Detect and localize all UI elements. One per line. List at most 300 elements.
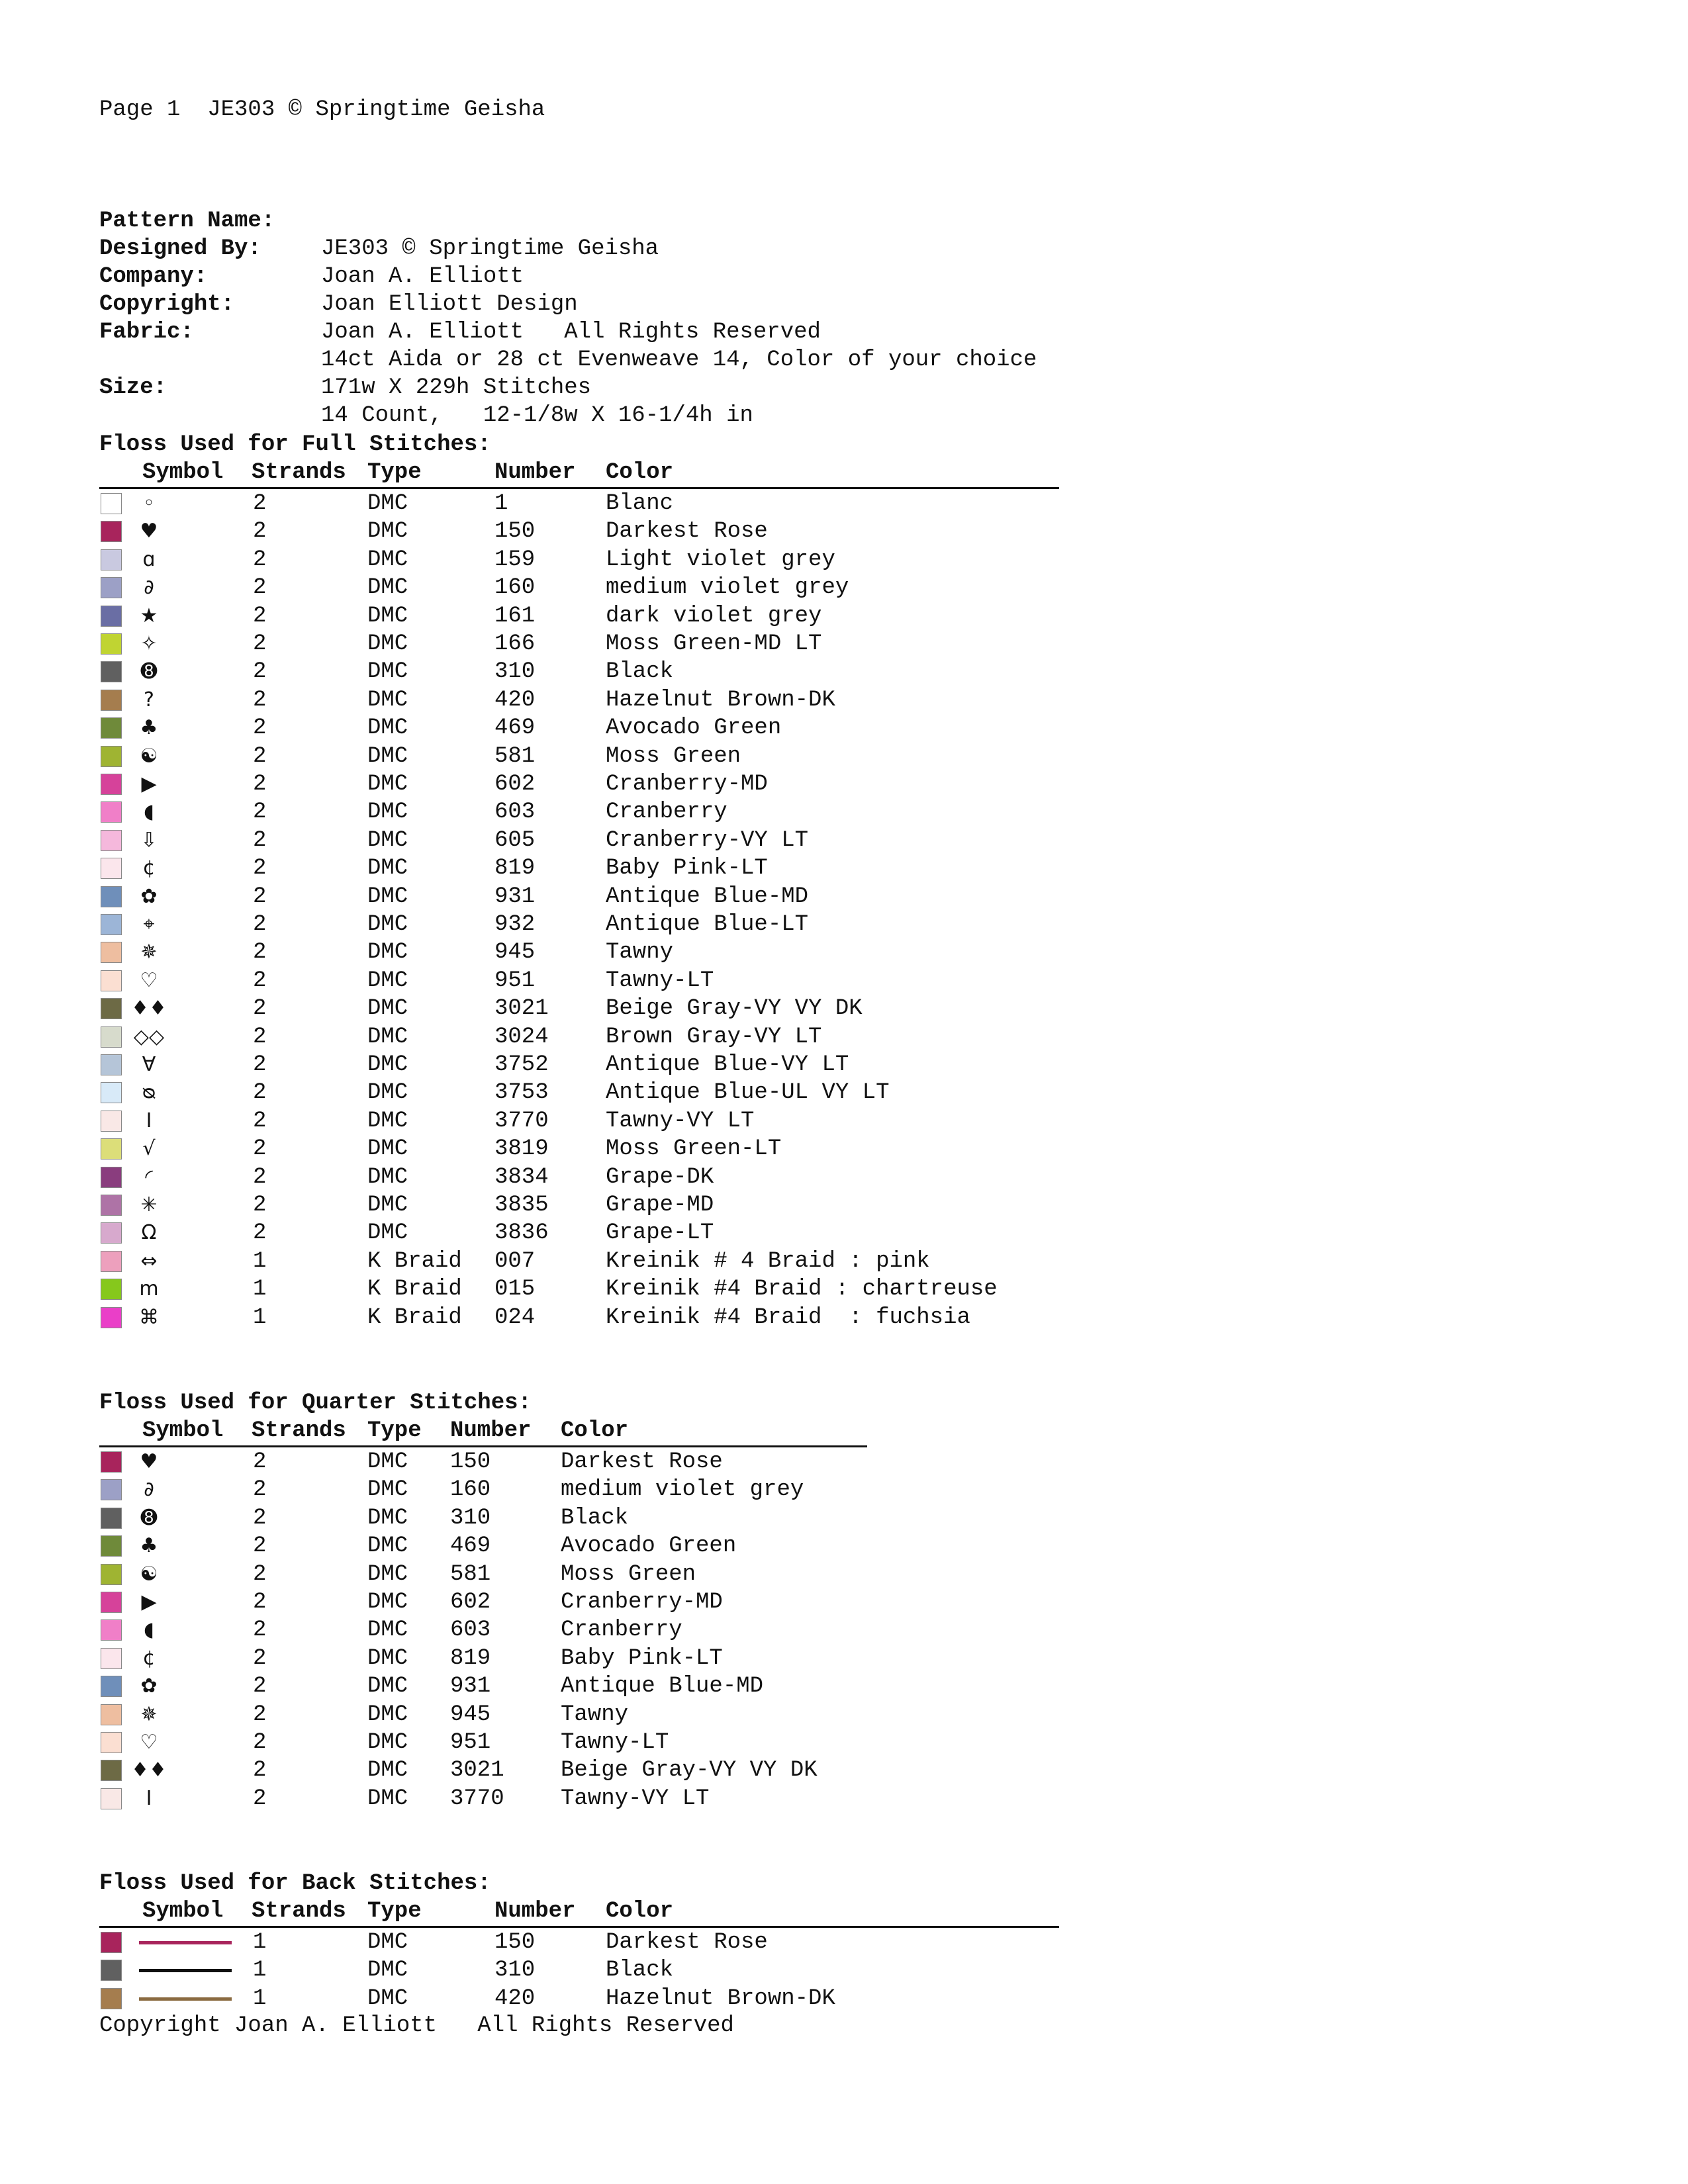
- color-name: Grape-MD: [606, 1193, 714, 1218]
- color-swatch: [101, 1082, 122, 1103]
- type-value: DMC: [367, 547, 408, 572]
- type-value: DMC: [367, 996, 408, 1022]
- color-name: Moss Green-LT: [606, 1136, 782, 1162]
- floss-row: [99, 1191, 1092, 1219]
- type-value: DMC: [367, 1477, 408, 1503]
- floss-row: [99, 883, 1092, 911]
- floss-row: [99, 574, 1092, 602]
- color-swatch: [101, 521, 122, 542]
- color-swatch: [101, 1508, 122, 1529]
- number-value: 581: [494, 743, 536, 769]
- color-swatch: [101, 1167, 122, 1188]
- number-value: 3024: [494, 1024, 549, 1050]
- floss-row: [99, 1672, 1092, 1700]
- number-value: 150: [494, 519, 536, 545]
- type-value: DMC: [367, 1505, 408, 1531]
- number-value: 3819: [494, 1136, 549, 1162]
- type-value: K Braid: [367, 1248, 462, 1274]
- type-value: DMC: [367, 743, 408, 769]
- stitch-symbol: ∀: [142, 1053, 156, 1076]
- color-name: Grape-LT: [606, 1220, 714, 1246]
- color-swatch: [101, 1760, 122, 1781]
- strands-value: 2: [253, 491, 267, 516]
- backstitch-line-sample: [139, 1941, 232, 1944]
- number-value: 3752: [494, 1052, 549, 1077]
- color-swatch: [101, 1619, 122, 1641]
- number-value: 945: [450, 1702, 491, 1727]
- floss-row: [99, 1304, 1092, 1332]
- strands-value: 2: [253, 884, 267, 909]
- stitch-symbol: ɑ: [142, 547, 156, 571]
- color-name: Avocado Green: [561, 1533, 737, 1559]
- floss-row: [99, 686, 1092, 714]
- strands-value: 2: [253, 772, 267, 797]
- floss-row: [99, 1756, 1092, 1784]
- type-value: DMC: [367, 1193, 408, 1218]
- color-swatch: [101, 830, 122, 851]
- color-swatch: [101, 746, 122, 767]
- number-value: 603: [450, 1617, 491, 1643]
- info-label: Company:: [99, 264, 208, 289]
- color-name: Cranberry: [606, 799, 727, 825]
- floss-row: [99, 518, 1092, 545]
- number-value: 605: [494, 827, 536, 853]
- strands-value: 2: [253, 1477, 267, 1503]
- header-color: Color: [606, 1899, 674, 1924]
- stitch-symbol: ⌘: [139, 1305, 159, 1329]
- type-value: DMC: [367, 603, 408, 629]
- floss-row: [99, 1985, 1092, 2013]
- type-value: DMC: [367, 1617, 408, 1643]
- info-label: Pattern Name:: [99, 208, 275, 234]
- strands-value: 2: [253, 1674, 267, 1700]
- strands-value: 2: [253, 1108, 267, 1134]
- section-title: Floss Used for Back Stitches:: [99, 1871, 491, 1896]
- floss-row: [99, 1248, 1092, 1275]
- strands-value: 2: [253, 631, 267, 657]
- strands-value: 2: [253, 1080, 267, 1106]
- color-swatch: [101, 1451, 122, 1473]
- type-value: DMC: [367, 1758, 408, 1784]
- color-swatch: [101, 970, 122, 991]
- color-name: Blanc: [606, 491, 674, 516]
- number-value: 931: [494, 884, 536, 909]
- strands-value: 2: [253, 519, 267, 545]
- stitch-symbol: ∂: [144, 1478, 154, 1502]
- floss-row: [99, 1532, 1092, 1560]
- info-value: Joan Elliott Design: [321, 292, 578, 317]
- color-swatch: [101, 1732, 122, 1753]
- color-swatch: [101, 1648, 122, 1669]
- number-value: 469: [494, 715, 536, 741]
- stitch-symbol: m: [139, 1277, 159, 1301]
- floss-row: [99, 770, 1092, 798]
- strands-value: 2: [253, 1449, 267, 1475]
- color-swatch: [101, 1704, 122, 1725]
- color-name: medium violet grey: [606, 575, 849, 601]
- number-value: 3021: [450, 1758, 504, 1784]
- info-value: Joan A. Elliott: [321, 264, 524, 289]
- color-name: Tawny-VY LT: [561, 1786, 710, 1811]
- color-name: Black: [606, 659, 674, 685]
- strands-value: 2: [253, 940, 267, 966]
- type-value: DMC: [367, 1985, 408, 2011]
- number-value: 581: [450, 1561, 491, 1587]
- type-value: DMC: [367, 1674, 408, 1700]
- number-value: 024: [494, 1304, 536, 1330]
- header-type: Type: [367, 460, 422, 485]
- color-name: Kreinik #4 Braid : chartreuse: [606, 1277, 998, 1302]
- strands-value: 2: [253, 1505, 267, 1531]
- strands-value: 2: [253, 912, 267, 937]
- type-value: DMC: [367, 519, 408, 545]
- color-swatch: [101, 493, 122, 514]
- number-value: 819: [450, 1645, 491, 1671]
- floss-row: [99, 827, 1092, 854]
- number-value: 1: [494, 491, 508, 516]
- backstitch-line-sample: [139, 1997, 232, 2001]
- type-value: DMC: [367, 1108, 408, 1134]
- number-value: 310: [450, 1505, 491, 1531]
- color-name: Cranberry-MD: [606, 772, 768, 797]
- type-value: DMC: [367, 1136, 408, 1162]
- color-swatch: [101, 549, 122, 570]
- color-name: Antique Blue-MD: [606, 884, 809, 909]
- number-value: 602: [494, 772, 536, 797]
- header-strands: Strands: [252, 1899, 346, 1924]
- type-value: DMC: [367, 491, 408, 516]
- stitch-symbol: ✵: [140, 1702, 158, 1726]
- type-value: DMC: [367, 1702, 408, 1727]
- header-number: Number: [450, 1418, 532, 1443]
- section-title: Floss Used for Quarter Stitches:: [99, 1390, 532, 1416]
- stitch-symbol: ¢: [142, 1646, 156, 1670]
- info-label: Size:: [99, 375, 167, 400]
- stitch-symbol: ◜: [145, 1165, 153, 1189]
- header-color: Color: [606, 460, 674, 485]
- color-swatch: [101, 774, 122, 795]
- strands-value: 2: [253, 827, 267, 853]
- header-number: Number: [494, 1899, 576, 1924]
- number-value: 3770: [494, 1108, 549, 1134]
- floss-row: [99, 602, 1092, 630]
- color-swatch: [101, 1988, 122, 2009]
- strands-value: 2: [253, 1590, 267, 1615]
- stitch-symbol: ♥: [140, 1450, 158, 1473]
- floss-row: [99, 714, 1092, 742]
- stitch-symbol: ♦♦: [131, 997, 167, 1021]
- floss-row: [99, 1929, 1092, 1956]
- floss-row: [99, 1107, 1092, 1135]
- number-value: 945: [494, 940, 536, 966]
- type-value: DMC: [367, 1220, 408, 1246]
- type-value: DMC: [367, 799, 408, 825]
- stitch-symbol: ☯: [140, 744, 158, 768]
- floss-row: [99, 1588, 1092, 1616]
- number-value: 3834: [494, 1164, 549, 1190]
- header-color: Color: [561, 1418, 629, 1443]
- color-name: medium violet grey: [561, 1477, 804, 1503]
- strands-value: 1: [253, 1958, 267, 1983]
- number-value: 161: [494, 603, 536, 629]
- color-name: Avocado Green: [606, 715, 782, 741]
- color-name: Cranberry-VY LT: [606, 827, 809, 853]
- color-swatch: [101, 661, 122, 682]
- strands-value: 2: [253, 603, 267, 629]
- stitch-symbol: I: [146, 1109, 152, 1132]
- floss-row: [99, 1163, 1092, 1191]
- number-value: 015: [494, 1277, 536, 1302]
- type-value: DMC: [367, 715, 408, 741]
- color-name: Hazelnut Brown-DK: [606, 687, 835, 713]
- strands-value: 2: [253, 687, 267, 713]
- color-name: Tawny: [606, 940, 674, 966]
- floss-row: [99, 630, 1092, 658]
- color-name: Darkest Rose: [606, 519, 768, 545]
- number-value: 3770: [450, 1786, 504, 1811]
- number-value: 469: [450, 1533, 491, 1559]
- color-name: Light violet grey: [606, 547, 835, 572]
- number-value: 3835: [494, 1193, 549, 1218]
- color-name: Grape-DK: [606, 1164, 714, 1190]
- type-value: DMC: [367, 827, 408, 853]
- floss-row: [99, 938, 1092, 966]
- color-name: Kreinik #4 Braid : fuchsia: [606, 1304, 970, 1330]
- type-value: DMC: [367, 856, 408, 882]
- stitch-symbol: ◖: [144, 800, 154, 824]
- color-swatch: [101, 858, 122, 879]
- color-swatch: [101, 1138, 122, 1160]
- type-value: DMC: [367, 940, 408, 966]
- stitch-symbol: ♡: [140, 1731, 158, 1754]
- strands-value: 1: [253, 1930, 267, 1955]
- color-name: dark violet grey: [606, 603, 822, 629]
- strands-value: 2: [253, 715, 267, 741]
- type-value: DMC: [367, 912, 408, 937]
- number-value: 3021: [494, 996, 549, 1022]
- color-swatch: [101, 1054, 122, 1075]
- color-swatch: [101, 1195, 122, 1216]
- stitch-symbol: ✿: [140, 1674, 158, 1698]
- floss-row: [99, 546, 1092, 574]
- header-number: Number: [494, 460, 576, 485]
- stitch-symbol: ᴓ: [142, 1081, 156, 1105]
- floss-row: [99, 1701, 1092, 1729]
- color-swatch: [101, 1307, 122, 1328]
- stitch-symbol: ∂: [144, 576, 154, 600]
- number-value: 931: [450, 1674, 491, 1700]
- type-value: DMC: [367, 1024, 408, 1050]
- color-name: Kreinik # 4 Braid : pink: [606, 1248, 930, 1274]
- color-name: Tawny-LT: [606, 968, 714, 993]
- floss-row: [99, 1448, 1092, 1476]
- floss-row: [99, 490, 1092, 518]
- color-swatch: [101, 886, 122, 907]
- type-value: K Braid: [367, 1277, 462, 1302]
- floss-row: [99, 1051, 1092, 1079]
- type-value: DMC: [367, 1730, 408, 1755]
- floss-row: [99, 1023, 1092, 1051]
- type-value: DMC: [367, 968, 408, 993]
- number-value: 150: [450, 1449, 491, 1475]
- type-value: DMC: [367, 1164, 408, 1190]
- number-value: 166: [494, 631, 536, 657]
- strands-value: 2: [253, 1193, 267, 1218]
- color-name: Cranberry: [561, 1617, 682, 1643]
- stitch-symbol: ▶: [141, 1590, 157, 1614]
- color-name: Beige Gray-VY VY DK: [561, 1758, 818, 1784]
- strands-value: 1: [253, 1277, 267, 1302]
- type-value: K Braid: [367, 1304, 462, 1330]
- color-name: Baby Pink-LT: [606, 856, 768, 882]
- color-swatch: [101, 1479, 122, 1500]
- header-type: Type: [367, 1899, 422, 1924]
- floss-row: [99, 995, 1092, 1023]
- type-value: DMC: [367, 884, 408, 909]
- strands-value: 2: [253, 1758, 267, 1784]
- stitch-symbol: √: [142, 1137, 156, 1161]
- strands-value: 2: [253, 968, 267, 993]
- strands-value: 2: [253, 1136, 267, 1162]
- stitch-symbol: ⌖: [143, 913, 155, 936]
- stitch-symbol: ◖: [144, 1618, 154, 1642]
- type-value: DMC: [367, 659, 408, 685]
- type-value: DMC: [367, 1786, 408, 1811]
- stitch-symbol: ★: [140, 604, 158, 627]
- stitch-symbol: ☯: [140, 1562, 158, 1586]
- color-name: Beige Gray-VY VY DK: [606, 996, 863, 1022]
- color-swatch: [101, 1788, 122, 1809]
- floss-row: [99, 1135, 1092, 1163]
- number-value: 603: [494, 799, 536, 825]
- floss-row: [99, 1079, 1092, 1107]
- color-name: Baby Pink-LT: [561, 1645, 723, 1671]
- stitch-symbol: ➑: [140, 1506, 158, 1529]
- color-swatch: [101, 1564, 122, 1585]
- number-value: 007: [494, 1248, 536, 1274]
- stitch-symbol: ◇◇: [133, 1024, 165, 1048]
- info-label: Fabric:: [99, 320, 194, 345]
- floss-row: [99, 854, 1092, 882]
- floss-row: [99, 1275, 1092, 1303]
- strands-value: 2: [253, 1645, 267, 1671]
- header-symbol: Symbol: [142, 460, 224, 485]
- color-name: Tawny-VY LT: [606, 1108, 755, 1134]
- type-value: DMC: [367, 1449, 408, 1475]
- stitch-symbol: ♥: [140, 520, 158, 543]
- number-value: 819: [494, 856, 536, 882]
- color-swatch: [101, 1535, 122, 1557]
- stitch-symbol: ♣: [140, 1534, 158, 1558]
- color-name: Antique Blue-VY LT: [606, 1052, 849, 1077]
- strands-value: 2: [253, 1052, 267, 1077]
- header-rule: [99, 1926, 1059, 1928]
- color-name: Moss Green: [561, 1561, 696, 1587]
- color-swatch: [101, 1932, 122, 1953]
- number-value: 3836: [494, 1220, 549, 1246]
- header-rule: [99, 1445, 867, 1447]
- color-name: Tawny-LT: [561, 1730, 669, 1755]
- floss-row: [99, 1645, 1092, 1672]
- number-value: 150: [494, 1930, 536, 1955]
- color-swatch: [101, 1222, 122, 1244]
- number-value: 951: [450, 1730, 491, 1755]
- number-value: 420: [494, 687, 536, 713]
- strands-value: 1: [253, 1248, 267, 1274]
- stitch-symbol: ✿: [140, 884, 158, 908]
- strands-value: 2: [253, 1220, 267, 1246]
- number-value: 420: [494, 1985, 536, 2011]
- stitch-symbol: ♦♦: [131, 1758, 167, 1782]
- stitch-symbol: I: [146, 1786, 152, 1810]
- color-name: Darkest Rose: [606, 1930, 768, 1955]
- floss-row: [99, 743, 1092, 770]
- number-value: 310: [494, 1958, 536, 1983]
- strands-value: 2: [253, 743, 267, 769]
- strands-value: 2: [253, 1786, 267, 1811]
- strands-value: 2: [253, 1617, 267, 1643]
- info-value: Joan A. Elliott All Rights Reserved: [321, 320, 821, 345]
- color-swatch: [101, 717, 122, 739]
- strands-value: 2: [253, 575, 267, 601]
- strands-value: 2: [253, 1024, 267, 1050]
- info-value: JE303 © Springtime Geisha: [321, 236, 659, 261]
- type-value: DMC: [367, 1561, 408, 1587]
- stitch-symbol: ¢: [142, 856, 156, 880]
- color-swatch: [101, 1676, 122, 1697]
- floss-row: [99, 798, 1092, 826]
- strands-value: 2: [253, 1561, 267, 1587]
- type-value: DMC: [367, 575, 408, 601]
- header-type: Type: [367, 1418, 422, 1443]
- strands-value: 2: [253, 1164, 267, 1190]
- floss-row: [99, 911, 1092, 938]
- type-value: DMC: [367, 772, 408, 797]
- type-value: DMC: [367, 1533, 408, 1559]
- type-value: DMC: [367, 1590, 408, 1615]
- header-rule: [99, 487, 1059, 489]
- info-value: 14 Count, 12-1/8w X 16-1/4h in: [321, 403, 753, 428]
- color-swatch: [101, 690, 122, 711]
- floss-row: [99, 1219, 1092, 1247]
- strands-value: 2: [253, 547, 267, 572]
- color-name: Tawny: [561, 1702, 629, 1727]
- color-name: Antique Blue-LT: [606, 912, 809, 937]
- color-swatch: [101, 914, 122, 935]
- color-name: Black: [561, 1505, 629, 1531]
- color-swatch: [101, 1251, 122, 1272]
- strands-value: 2: [253, 1702, 267, 1727]
- color-name: Moss Green-MD LT: [606, 631, 822, 657]
- color-name: Brown Gray-VY LT: [606, 1024, 822, 1050]
- floss-row: [99, 1785, 1092, 1813]
- floss-row: [99, 1476, 1092, 1504]
- floss-row: [99, 967, 1092, 995]
- number-value: 951: [494, 968, 536, 993]
- floss-row: [99, 1729, 1092, 1756]
- type-value: DMC: [367, 631, 408, 657]
- floss-row: [99, 1616, 1092, 1644]
- color-swatch: [101, 998, 122, 1019]
- color-swatch: [101, 1592, 122, 1613]
- type-value: DMC: [367, 1930, 408, 1955]
- color-name: Hazelnut Brown-DK: [606, 1985, 835, 2011]
- color-swatch: [101, 633, 122, 655]
- stitch-symbol: ▶: [141, 772, 157, 796]
- color-name: Darkest Rose: [561, 1449, 723, 1475]
- type-value: DMC: [367, 687, 408, 713]
- strands-value: 2: [253, 996, 267, 1022]
